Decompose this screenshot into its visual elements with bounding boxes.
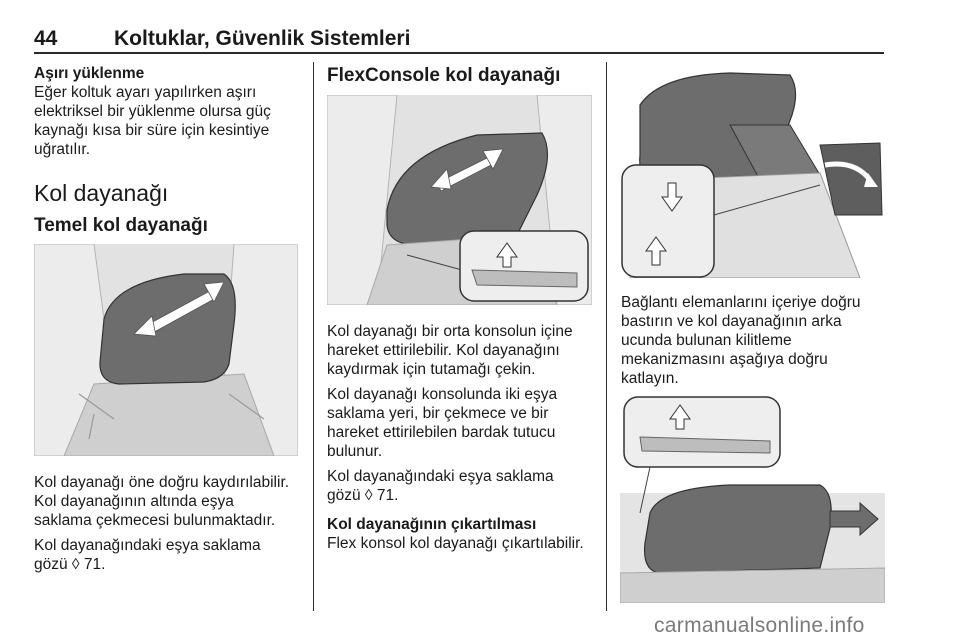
paragraph-line: hareket ettirilebilen bardak tutucu	[327, 424, 556, 441]
detail-inset	[622, 165, 714, 277]
page-header-title: Koltuklar, Güvenlik Sistemleri	[114, 27, 411, 50]
removal-heading: Kol dayanağının çıkartılması	[327, 516, 537, 533]
flexconsole-armrest-illustration	[327, 95, 592, 305]
armrest-removal-illustration	[620, 393, 885, 603]
detail-inset	[460, 231, 588, 301]
middle-column-text	[327, 322, 602, 553]
paragraph-line: hareket ettirilebilir. Kol dayanağını	[327, 342, 560, 359]
armrest-heading: Kol dayanağı	[34, 180, 169, 206]
left-column-top	[34, 64, 304, 159]
overload-text-line: kaynağı kısa bir süre için kesintiye	[34, 122, 270, 139]
paragraph-line: Kol dayanağının altında eşya	[34, 493, 234, 510]
basic-armrest-illustration	[34, 244, 298, 456]
paragraph-line: saklama yeri, bir çekmece ve bir	[327, 405, 549, 422]
header-rule	[34, 52, 884, 54]
paragraph-line: mekanizmasını aşağıya doğru	[621, 351, 828, 368]
paragraph-line: gözü ◊ 71.	[327, 487, 399, 504]
paragraph-line: Kol dayanağındaki eşya saklama	[34, 537, 261, 554]
basic-armrest-heading: Temel kol dayanağı	[34, 215, 208, 236]
overload-text-line: uğratılır.	[34, 141, 90, 158]
paragraph-line: Bağlantı elemanlarını içeriye doğru	[621, 294, 861, 311]
overload-heading: Aşırı yüklenme	[34, 65, 145, 82]
paragraph-line: bastırın ve kol dayanağının arka	[621, 313, 842, 330]
flexconsole-heading: FlexConsole kol dayanağı	[327, 65, 561, 86]
paragraph-line: gözü ◊ 71.	[34, 556, 106, 573]
column-divider-right	[606, 62, 607, 611]
paragraph-line: kaydırmak için tutamağı çekin.	[327, 361, 536, 378]
detail-inset	[624, 397, 780, 467]
paragraph-line: bulunur.	[327, 443, 383, 460]
paragraph-line: katlayın.	[621, 370, 679, 387]
paragraph-line: Kol dayanağı konsolunda iki eşya	[327, 386, 558, 403]
paragraph-line: Kol dayanağı öne doğru kaydırılabilir.	[34, 474, 290, 491]
paragraph-line: ucunda bulunan kilitleme	[621, 332, 792, 349]
overload-text-line: Eğer koltuk ayarı yapılırken aşırı	[34, 84, 257, 101]
release-clips-illustration	[620, 65, 885, 278]
paragraph-line: Kol dayanağındaki eşya saklama	[327, 468, 554, 485]
watermark: carmanualsonline.info	[654, 614, 865, 637]
removal-text: Flex konsol kol dayanağı çıkartılabilir.	[327, 535, 584, 552]
paragraph-line: saklama çekmecesi bulunmaktadır.	[34, 512, 276, 529]
page-number: 44	[34, 27, 58, 50]
left-column-bottom	[34, 473, 309, 574]
overload-text-line: elektriksel bir yüklenme olursa güç	[34, 103, 271, 120]
column-divider-left	[313, 62, 314, 611]
right-column-text	[621, 293, 886, 388]
paragraph-line: Kol dayanağı bir orta konsolun içine	[327, 323, 573, 340]
